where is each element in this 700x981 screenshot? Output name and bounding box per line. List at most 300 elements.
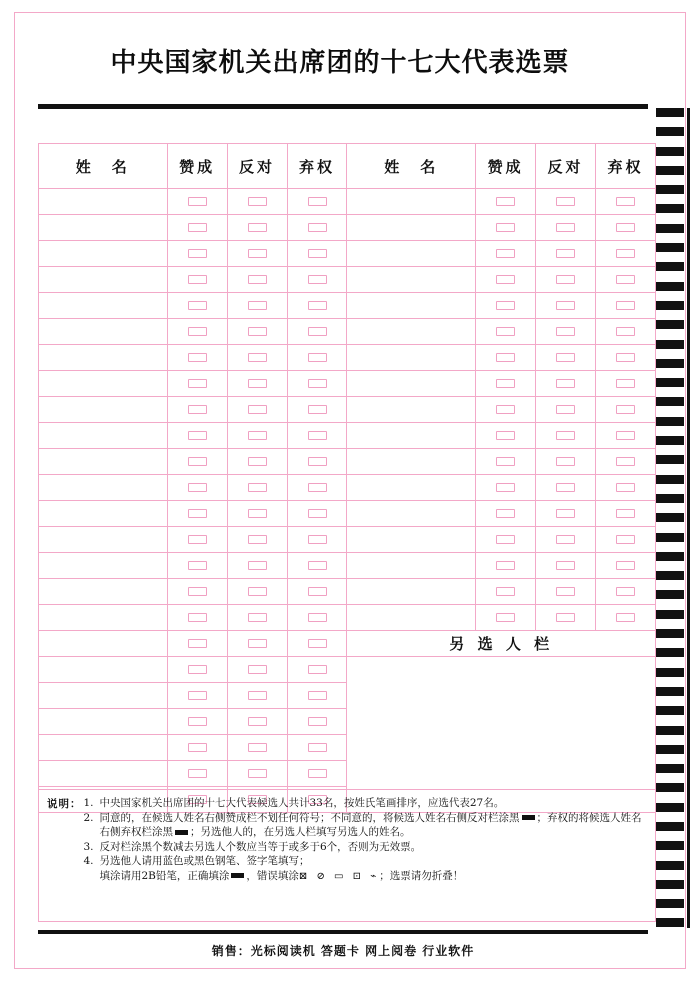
candidate-name-cell-right[interactable] xyxy=(347,345,476,371)
abstain-cell-left[interactable] xyxy=(287,267,347,293)
header-oppose-right: 反对 xyxy=(536,144,596,189)
approve-cell-left[interactable] xyxy=(167,449,227,475)
candidate-name-cell-right[interactable] xyxy=(347,293,476,319)
candidate-name-cell-left[interactable] xyxy=(39,371,168,397)
oppose-cell-left[interactable] xyxy=(227,449,287,475)
vote-bubble[interactable] xyxy=(248,509,267,518)
vote-bubble[interactable] xyxy=(496,483,515,492)
oppose-cell-left[interactable] xyxy=(227,371,287,397)
instruction-text-4d: ；选票请勿折叠！ xyxy=(379,869,464,882)
timing-bar xyxy=(656,397,684,406)
candidate-name-cell-right[interactable] xyxy=(347,449,476,475)
vote-bubble[interactable] xyxy=(188,639,207,648)
candidate-name-cell-left[interactable] xyxy=(39,761,168,787)
vote-bubble[interactable] xyxy=(308,509,327,518)
vote-bubble[interactable] xyxy=(616,509,635,518)
timing-marks xyxy=(656,108,684,928)
filled-mark-icon xyxy=(175,830,188,835)
vote-bubble[interactable] xyxy=(556,275,575,284)
vote-bubble[interactable] xyxy=(248,769,267,778)
candidate-name-cell-left[interactable] xyxy=(39,657,168,683)
approve-cell-left[interactable] xyxy=(167,345,227,371)
vote-bubble[interactable] xyxy=(248,275,267,284)
approve-cell-left[interactable] xyxy=(167,267,227,293)
abstain-cell-left[interactable] xyxy=(287,657,347,683)
vote-bubble[interactable] xyxy=(248,639,267,648)
approve-cell-left[interactable] xyxy=(167,709,227,735)
vote-bubble[interactable] xyxy=(616,379,635,388)
vote-bubble[interactable] xyxy=(496,275,515,284)
vote-bubble[interactable] xyxy=(308,483,327,492)
vote-bubble[interactable] xyxy=(308,639,327,648)
vote-bubble[interactable] xyxy=(188,249,207,258)
candidate-name-cell-left[interactable] xyxy=(39,319,168,345)
vote-bubble[interactable] xyxy=(308,717,327,726)
vote-bubble[interactable] xyxy=(188,743,207,752)
vote-bubble[interactable] xyxy=(496,249,515,258)
vote-bubble[interactable] xyxy=(556,327,575,336)
approve-cell-left[interactable] xyxy=(167,761,227,787)
vote-bubble[interactable] xyxy=(248,587,267,596)
vote-bubble[interactable] xyxy=(248,301,267,310)
oppose-cell-left[interactable] xyxy=(227,709,287,735)
vote-bubble[interactable] xyxy=(496,509,515,518)
abstain-cell-right[interactable] xyxy=(596,579,656,605)
timing-bar xyxy=(656,436,684,445)
approve-cell-right[interactable] xyxy=(476,475,536,501)
vote-bubble[interactable] xyxy=(308,405,327,414)
abstain-cell-left[interactable] xyxy=(287,579,347,605)
approve-cell-left[interactable] xyxy=(167,579,227,605)
abstain-cell-right[interactable] xyxy=(596,553,656,579)
vote-bubble[interactable] xyxy=(188,405,207,414)
abstain-cell-left[interactable] xyxy=(287,501,347,527)
candidate-name-cell-left[interactable] xyxy=(39,267,168,293)
candidate-name-cell-left[interactable] xyxy=(39,475,168,501)
approve-cell-right[interactable] xyxy=(476,553,536,579)
candidate-name-cell-left[interactable] xyxy=(39,553,168,579)
approve-cell-right[interactable] xyxy=(476,267,536,293)
abstain-cell-left[interactable] xyxy=(287,397,347,423)
approve-cell-right[interactable] xyxy=(476,293,536,319)
oppose-cell-right[interactable] xyxy=(536,241,596,267)
abstain-cell-right[interactable] xyxy=(596,241,656,267)
vote-bubble[interactable] xyxy=(248,561,267,570)
vote-bubble[interactable] xyxy=(248,691,267,700)
vote-bubble[interactable] xyxy=(616,483,635,492)
vote-bubble[interactable] xyxy=(188,769,207,778)
candidate-name-cell-left[interactable] xyxy=(39,241,168,267)
abstain-cell-left[interactable] xyxy=(287,709,347,735)
oppose-cell-left[interactable] xyxy=(227,657,287,683)
vote-bubble[interactable] xyxy=(616,197,635,206)
approve-cell-left[interactable] xyxy=(167,501,227,527)
candidate-name-cell-right[interactable] xyxy=(347,527,476,553)
abstain-cell-left[interactable] xyxy=(287,761,347,787)
candidate-name-cell-right[interactable] xyxy=(347,501,476,527)
vote-bubble[interactable] xyxy=(496,431,515,440)
vote-bubble[interactable] xyxy=(496,301,515,310)
candidate-name-cell-left[interactable] xyxy=(39,397,168,423)
candidate-name-cell-right[interactable] xyxy=(347,241,476,267)
abstain-cell-left[interactable] xyxy=(287,215,347,241)
vote-bubble[interactable] xyxy=(556,301,575,310)
oppose-cell-left[interactable] xyxy=(227,189,287,215)
vote-bubble[interactable] xyxy=(496,223,515,232)
instruction-text-4 xyxy=(100,854,648,884)
approve-cell-right[interactable] xyxy=(476,215,536,241)
oppose-cell-left[interactable] xyxy=(227,761,287,787)
vote-bubble[interactable] xyxy=(556,249,575,258)
vote-bubble[interactable] xyxy=(616,405,635,414)
vote-bubble[interactable] xyxy=(248,535,267,544)
vote-bubble[interactable] xyxy=(188,431,207,440)
approve-cell-right[interactable] xyxy=(476,397,536,423)
oppose-cell-left[interactable] xyxy=(227,267,287,293)
vote-bubble[interactable] xyxy=(248,405,267,414)
candidate-name-cell-left[interactable] xyxy=(39,735,168,761)
approve-cell-right[interactable] xyxy=(476,449,536,475)
vote-bubble[interactable] xyxy=(496,613,515,622)
vote-bubble[interactable] xyxy=(308,249,327,258)
abstain-cell-right[interactable] xyxy=(596,501,656,527)
vote-bubble[interactable] xyxy=(496,561,515,570)
vote-bubble[interactable] xyxy=(248,327,267,336)
oppose-cell-left[interactable] xyxy=(227,397,287,423)
candidate-name-cell-left[interactable] xyxy=(39,423,168,449)
abstain-cell-right[interactable] xyxy=(596,267,656,293)
abstain-cell-right[interactable] xyxy=(596,371,656,397)
abstain-cell-right[interactable] xyxy=(596,345,656,371)
header-approve-right: 赞成 xyxy=(476,144,536,189)
oppose-cell-left[interactable] xyxy=(227,631,287,657)
oppose-cell-right[interactable] xyxy=(536,475,596,501)
oppose-cell-left[interactable] xyxy=(227,215,287,241)
oppose-cell-right[interactable] xyxy=(536,189,596,215)
vote-bubble[interactable] xyxy=(248,353,267,362)
abstain-cell-left[interactable] xyxy=(287,475,347,501)
approve-cell-right[interactable] xyxy=(476,605,536,631)
timing-bar xyxy=(656,764,684,773)
vote-bubble[interactable] xyxy=(496,197,515,206)
abstain-cell-right[interactable] xyxy=(596,605,656,631)
approve-cell-right[interactable] xyxy=(476,501,536,527)
abstain-cell-left[interactable] xyxy=(287,631,347,657)
vote-bubble[interactable] xyxy=(188,613,207,622)
vote-bubble[interactable] xyxy=(556,535,575,544)
timing-bar xyxy=(656,147,684,156)
timing-bar xyxy=(656,571,684,580)
vote-bubble[interactable] xyxy=(496,379,515,388)
candidate-name-cell-right[interactable] xyxy=(347,371,476,397)
oppose-cell-right[interactable] xyxy=(536,501,596,527)
timing-bar xyxy=(656,803,684,812)
vote-bubble[interactable] xyxy=(188,535,207,544)
vote-bubble[interactable] xyxy=(308,587,327,596)
abstain-cell-left[interactable] xyxy=(287,527,347,553)
vote-bubble[interactable] xyxy=(188,275,207,284)
candidate-name-cell-left[interactable] xyxy=(39,215,168,241)
abstain-cell-right[interactable] xyxy=(596,293,656,319)
approve-cell-left[interactable] xyxy=(167,319,227,345)
vote-bubble[interactable] xyxy=(188,353,207,362)
oppose-cell-left[interactable] xyxy=(227,553,287,579)
vote-bubble[interactable] xyxy=(496,353,515,362)
vote-bubble[interactable] xyxy=(188,665,207,674)
candidate-name-cell-left[interactable] xyxy=(39,293,168,319)
vote-bubble[interactable] xyxy=(248,717,267,726)
oppose-cell-right[interactable] xyxy=(536,579,596,605)
candidate-name-cell-right[interactable] xyxy=(347,397,476,423)
vote-bubble[interactable] xyxy=(188,457,207,466)
oppose-cell-left[interactable] xyxy=(227,683,287,709)
abstain-cell-left[interactable] xyxy=(287,449,347,475)
vote-bubble[interactable] xyxy=(308,535,327,544)
abstain-cell-left[interactable] xyxy=(287,371,347,397)
oppose-cell-left[interactable] xyxy=(227,423,287,449)
candidate-name-cell-left[interactable] xyxy=(39,189,168,215)
vote-bubble[interactable] xyxy=(308,613,327,622)
abstain-cell-right[interactable] xyxy=(596,423,656,449)
candidate-name-cell-left[interactable] xyxy=(39,345,168,371)
approve-cell-right[interactable] xyxy=(476,345,536,371)
vote-bubble[interactable] xyxy=(308,743,327,752)
instruction-text-4a: 另选他人请用蓝色或黑色钢笔、签字笔填写； xyxy=(99,855,310,867)
vote-bubble[interactable] xyxy=(616,353,635,362)
vote-bubble[interactable] xyxy=(188,197,207,206)
candidate-name-cell-right[interactable] xyxy=(347,553,476,579)
vote-bubble[interactable] xyxy=(556,379,575,388)
vote-bubble[interactable] xyxy=(248,223,267,232)
candidate-name-cell-right[interactable] xyxy=(347,267,476,293)
approve-cell-left[interactable] xyxy=(167,527,227,553)
vote-bubble[interactable] xyxy=(308,457,327,466)
candidate-name-cell-left[interactable] xyxy=(39,501,168,527)
vote-bubble[interactable] xyxy=(248,483,267,492)
candidate-name-cell-left[interactable] xyxy=(39,709,168,735)
vote-bubble[interactable] xyxy=(556,509,575,518)
candidate-name-cell-right[interactable] xyxy=(347,319,476,345)
vote-bubble[interactable] xyxy=(616,275,635,284)
abstain-cell-left[interactable] xyxy=(287,319,347,345)
vote-bubble[interactable] xyxy=(616,561,635,570)
vote-bubble[interactable] xyxy=(556,613,575,622)
vote-bubble[interactable] xyxy=(616,457,635,466)
oppose-cell-right[interactable] xyxy=(536,605,596,631)
vote-bubble[interactable] xyxy=(556,353,575,362)
abstain-cell-left[interactable] xyxy=(287,241,347,267)
vote-bubble[interactable] xyxy=(248,249,267,258)
oppose-cell-left[interactable] xyxy=(227,475,287,501)
vote-bubble[interactable] xyxy=(308,379,327,388)
abstain-cell-right[interactable] xyxy=(596,527,656,553)
abstain-cell-left[interactable] xyxy=(287,423,347,449)
vote-bubble[interactable] xyxy=(616,587,635,596)
vote-bubble[interactable] xyxy=(556,457,575,466)
vote-bubble[interactable] xyxy=(308,223,327,232)
approve-cell-right[interactable] xyxy=(476,241,536,267)
vote-bubble[interactable] xyxy=(188,301,207,310)
oppose-cell-right[interactable] xyxy=(536,293,596,319)
table-row xyxy=(39,189,656,215)
oppose-cell-left[interactable] xyxy=(227,293,287,319)
vote-bubble[interactable] xyxy=(496,405,515,414)
vote-bubble[interactable] xyxy=(308,197,327,206)
vote-bubble[interactable] xyxy=(616,223,635,232)
oppose-cell-left[interactable] xyxy=(227,527,287,553)
vote-bubble[interactable] xyxy=(248,743,267,752)
oppose-cell-right[interactable] xyxy=(536,371,596,397)
abstain-cell-left[interactable] xyxy=(287,345,347,371)
vote-bubble[interactable] xyxy=(188,509,207,518)
oppose-cell-right[interactable] xyxy=(536,397,596,423)
vote-bubble[interactable] xyxy=(556,483,575,492)
oppose-cell-left[interactable] xyxy=(227,501,287,527)
vote-bubble[interactable] xyxy=(248,665,267,674)
timing-bar xyxy=(656,282,684,291)
approve-cell-left[interactable] xyxy=(167,397,227,423)
approve-cell-right[interactable] xyxy=(476,189,536,215)
approve-cell-left[interactable] xyxy=(167,657,227,683)
abstain-cell-left[interactable] xyxy=(287,683,347,709)
approve-cell-left[interactable] xyxy=(167,631,227,657)
vote-bubble[interactable] xyxy=(308,691,327,700)
vote-bubble[interactable] xyxy=(308,665,327,674)
oppose-cell-left[interactable] xyxy=(227,319,287,345)
vote-bubble[interactable] xyxy=(188,327,207,336)
vote-bubble[interactable] xyxy=(616,249,635,258)
candidate-name-cell-left[interactable] xyxy=(39,605,168,631)
vote-bubble[interactable] xyxy=(308,301,327,310)
vote-bubble[interactable] xyxy=(188,561,207,570)
oppose-cell-right[interactable] xyxy=(536,215,596,241)
approve-cell-left[interactable] xyxy=(167,241,227,267)
vote-bubble[interactable] xyxy=(248,457,267,466)
oppose-cell-right[interactable] xyxy=(536,553,596,579)
candidate-name-cell-right[interactable] xyxy=(347,475,476,501)
abstain-cell-right[interactable] xyxy=(596,475,656,501)
vote-bubble[interactable] xyxy=(308,275,327,284)
abstain-cell-right[interactable] xyxy=(596,449,656,475)
timing-bar xyxy=(656,359,684,368)
oppose-cell-right[interactable] xyxy=(536,319,596,345)
candidate-name-cell-left[interactable] xyxy=(39,527,168,553)
vote-bubble[interactable] xyxy=(616,535,635,544)
approve-cell-right[interactable] xyxy=(476,527,536,553)
vote-bubble[interactable] xyxy=(308,431,327,440)
vote-bubble[interactable] xyxy=(496,535,515,544)
vote-bubble[interactable] xyxy=(556,405,575,414)
approve-cell-left[interactable] xyxy=(167,475,227,501)
vote-bubble[interactable] xyxy=(496,327,515,336)
candidate-name-cell-left[interactable] xyxy=(39,631,168,657)
timing-bar xyxy=(656,590,684,599)
vote-bubble[interactable] xyxy=(556,587,575,596)
approve-cell-left[interactable] xyxy=(167,423,227,449)
oppose-cell-right[interactable] xyxy=(536,527,596,553)
instructions-heading: 说明： xyxy=(47,798,82,810)
vote-bubble[interactable] xyxy=(616,431,635,440)
oppose-cell-left[interactable] xyxy=(227,345,287,371)
vote-bubble[interactable] xyxy=(188,717,207,726)
oppose-cell-right[interactable] xyxy=(536,345,596,371)
oppose-cell-left[interactable] xyxy=(227,735,287,761)
candidate-name-cell-left[interactable] xyxy=(39,683,168,709)
candidate-name-cell-left[interactable] xyxy=(39,579,168,605)
candidate-name-cell-right[interactable] xyxy=(347,215,476,241)
approve-cell-right[interactable] xyxy=(476,319,536,345)
abstain-cell-left[interactable] xyxy=(287,735,347,761)
abstain-cell-right[interactable] xyxy=(596,397,656,423)
oppose-cell-left[interactable] xyxy=(227,579,287,605)
vote-bubble[interactable] xyxy=(248,431,267,440)
approve-cell-right[interactable] xyxy=(476,371,536,397)
oppose-cell-right[interactable] xyxy=(536,449,596,475)
vote-bubble[interactable] xyxy=(248,379,267,388)
approve-cell-right[interactable] xyxy=(476,423,536,449)
vote-bubble[interactable] xyxy=(556,431,575,440)
abstain-cell-right[interactable] xyxy=(596,319,656,345)
approve-cell-left[interactable] xyxy=(167,683,227,709)
abstain-cell-left[interactable] xyxy=(287,605,347,631)
vote-bubble[interactable] xyxy=(188,483,207,492)
vote-bubble[interactable] xyxy=(308,327,327,336)
abstain-cell-left[interactable] xyxy=(287,553,347,579)
timing-bar xyxy=(656,745,684,754)
approve-cell-left[interactable] xyxy=(167,293,227,319)
vote-bubble[interactable] xyxy=(248,613,267,622)
approve-cell-left[interactable] xyxy=(167,735,227,761)
abstain-cell-right[interactable] xyxy=(596,215,656,241)
vote-bubble[interactable] xyxy=(496,587,515,596)
vote-bubble[interactable] xyxy=(308,769,327,778)
candidate-name-cell-right[interactable] xyxy=(347,579,476,605)
oppose-cell-left[interactable] xyxy=(227,241,287,267)
candidate-name-cell-right[interactable] xyxy=(347,605,476,631)
vote-bubble[interactable] xyxy=(496,457,515,466)
vote-bubble[interactable] xyxy=(556,223,575,232)
vote-bubble[interactable] xyxy=(188,223,207,232)
approve-cell-left[interactable] xyxy=(167,605,227,631)
candidate-name-cell-right[interactable] xyxy=(347,423,476,449)
approve-cell-left[interactable] xyxy=(167,371,227,397)
approve-cell-left[interactable] xyxy=(167,189,227,215)
approve-cell-right[interactable] xyxy=(476,579,536,605)
candidate-name-cell-left[interactable] xyxy=(39,449,168,475)
candidate-name-cell-right[interactable] xyxy=(347,189,476,215)
oppose-cell-right[interactable] xyxy=(536,423,596,449)
instructions-box xyxy=(38,789,656,922)
vote-bubble[interactable] xyxy=(616,301,635,310)
abstain-cell-left[interactable] xyxy=(287,189,347,215)
vote-bubble[interactable] xyxy=(308,353,327,362)
approve-cell-left[interactable] xyxy=(167,553,227,579)
oppose-cell-left[interactable] xyxy=(227,605,287,631)
vote-bubble[interactable] xyxy=(556,561,575,570)
vote-bubble[interactable] xyxy=(188,379,207,388)
vote-bubble[interactable] xyxy=(188,587,207,596)
abstain-cell-right[interactable] xyxy=(596,189,656,215)
vote-bubble[interactable] xyxy=(308,561,327,570)
vote-bubble[interactable] xyxy=(556,197,575,206)
oppose-cell-right[interactable] xyxy=(536,267,596,293)
vote-bubble[interactable] xyxy=(616,327,635,336)
vote-bubble[interactable] xyxy=(188,691,207,700)
approve-cell-left[interactable] xyxy=(167,215,227,241)
vote-bubble[interactable] xyxy=(248,197,267,206)
abstain-cell-left[interactable] xyxy=(287,293,347,319)
vote-bubble[interactable] xyxy=(616,613,635,622)
